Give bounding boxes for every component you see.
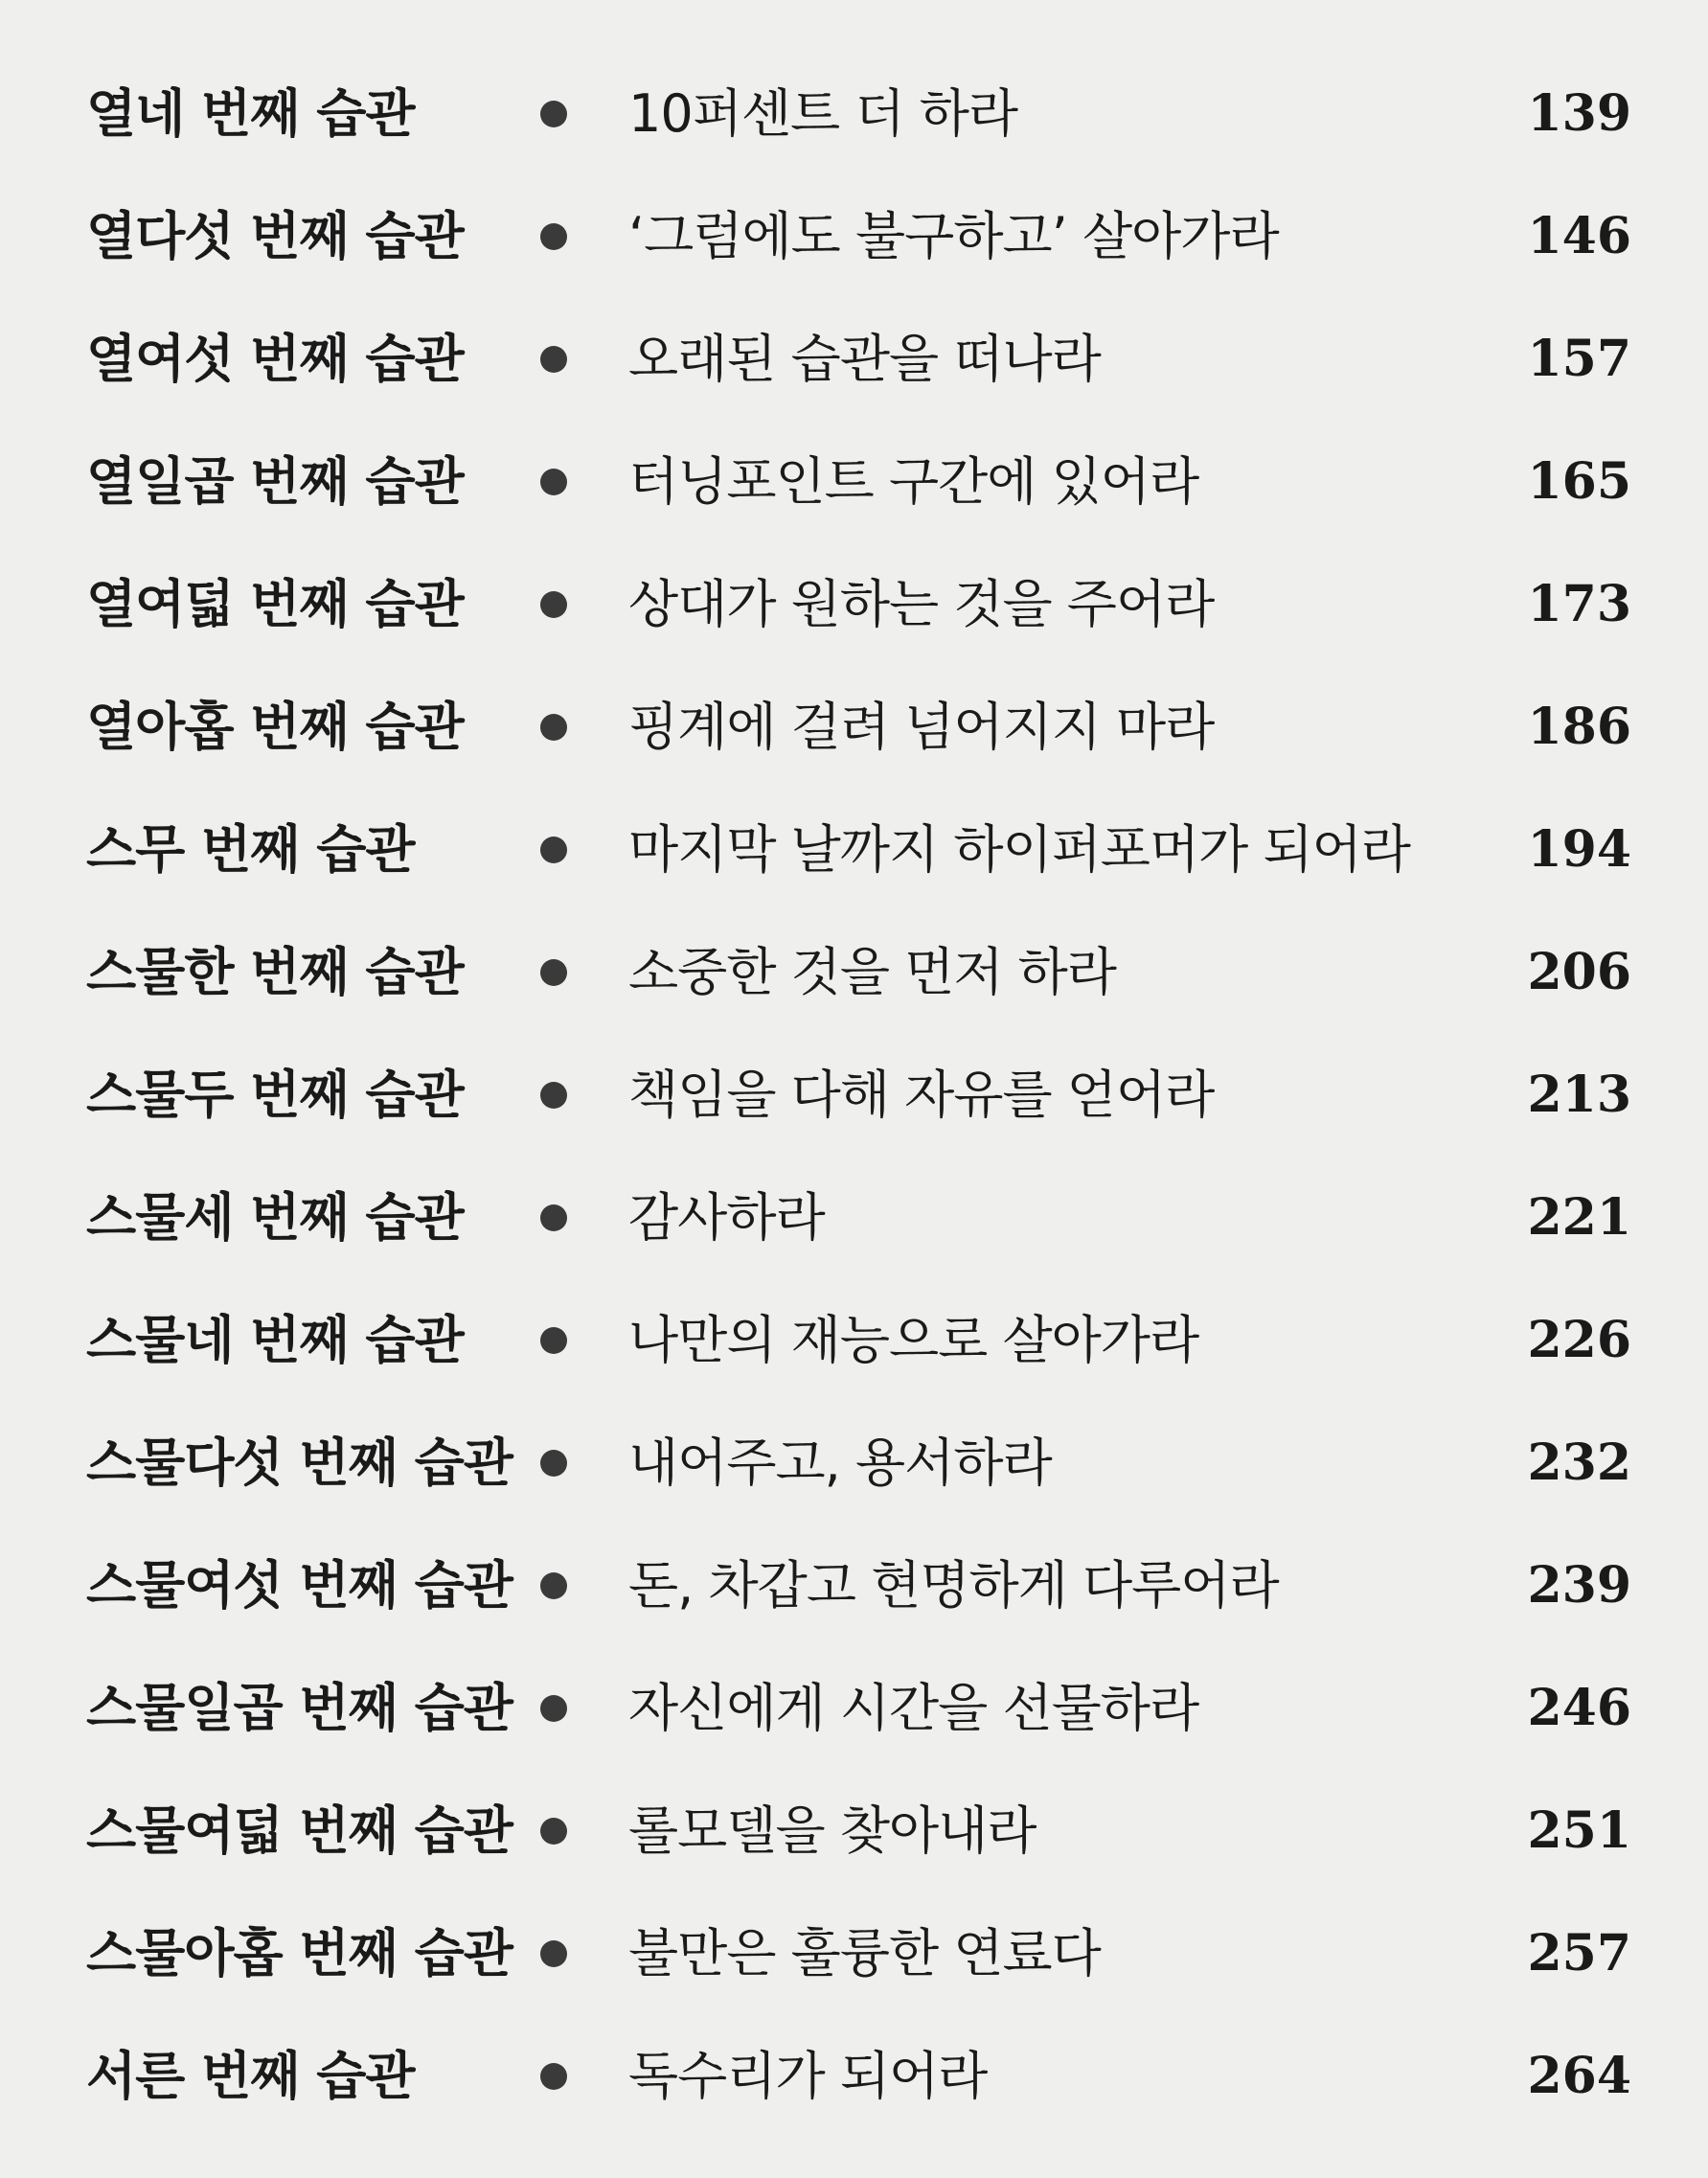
toc-row: [0, 53, 1708, 175]
chapter-label: 서른 번째 습관: [86, 2046, 415, 2106]
chapter-label: 스물두 번째 습관: [86, 1065, 464, 1125]
toc-row: [0, 1279, 1708, 1402]
bullet-icon: [540, 1818, 567, 1845]
chapter-title: 롤모델을 찾아내라: [628, 1800, 1036, 1861]
toc-row: [0, 1892, 1708, 2015]
page-number: 264: [1527, 2047, 1631, 2105]
page-number: 239: [1527, 1556, 1631, 1615]
chapter-title: ‘그럼에도 불구하고’ 살아가라: [628, 206, 1279, 266]
bullet-icon: [540, 1695, 567, 1722]
bullet-icon: [540, 837, 567, 863]
chapter-title: 10퍼센트 더 하라: [628, 83, 1018, 144]
page-number: 165: [1527, 452, 1631, 511]
page-number: 221: [1527, 1188, 1631, 1247]
toc-row: [0, 543, 1708, 666]
bullet-icon: [540, 101, 567, 127]
chapter-title: 자신에게 시간을 선물하라: [628, 1678, 1199, 1738]
chapter-title: 오래된 습관을 떠나라: [628, 329, 1101, 389]
page-number: 173: [1527, 575, 1631, 633]
bullet-icon: [540, 714, 567, 741]
page-number: 157: [1527, 330, 1631, 388]
toc-row: [0, 1034, 1708, 1157]
chapter-title: 나만의 재능으로 살아가라: [628, 1310, 1199, 1370]
bullet-icon: [540, 1082, 567, 1109]
page-number: 246: [1527, 1679, 1631, 1737]
chapter-label: 스물일곱 번째 습관: [86, 1678, 512, 1738]
bullet-icon: [540, 959, 567, 986]
chapter-label: 열네 번째 습관: [86, 83, 415, 144]
bullet-icon: [540, 1327, 567, 1354]
chapter-label: 열여덟 번째 습관: [86, 574, 464, 634]
page-number: 194: [1527, 820, 1631, 879]
chapter-title: 상대가 원하는 것을 주어라: [628, 574, 1215, 634]
toc-row: [0, 298, 1708, 421]
chapter-label: 스물네 번째 습관: [86, 1310, 464, 1370]
chapter-label: 열일곱 번째 습관: [86, 451, 464, 512]
chapter-title: 책임을 다해 자유를 얻어라: [628, 1065, 1215, 1125]
toc-row: [0, 1770, 1708, 1892]
page-number: 251: [1527, 1801, 1631, 1860]
bullet-icon: [540, 1204, 567, 1231]
chapter-label: 열아홉 번째 습관: [86, 697, 464, 757]
toc-row: [0, 175, 1708, 298]
bullet-icon: [540, 1450, 567, 1477]
chapter-label: 스물다섯 번째 습관: [86, 1433, 512, 1493]
chapter-label: 스물세 번째 습관: [86, 1187, 464, 1248]
bullet-icon: [540, 591, 567, 618]
chapter-label: 열다섯 번째 습관: [86, 206, 464, 266]
chapter-title: 독수리가 되어라: [628, 2046, 988, 2106]
toc-row: [0, 1157, 1708, 1279]
toc-row: [0, 2015, 1708, 2138]
bullet-icon: [540, 1940, 567, 1967]
page-number: 206: [1527, 943, 1631, 1001]
chapter-label: 열여섯 번째 습관: [86, 329, 464, 389]
chapter-title: 소중한 것을 먼저 하라: [628, 942, 1116, 1002]
chapter-label: 스물여덟 번째 습관: [86, 1800, 512, 1861]
page-number: 213: [1527, 1066, 1631, 1124]
toc-row: [0, 1647, 1708, 1770]
toc-row: [0, 666, 1708, 789]
chapter-title: 터닝포인트 구간에 있어라: [628, 451, 1199, 512]
chapter-title: 내어주고, 용서하라: [628, 1433, 1052, 1493]
chapter-title: 불만은 훌륭한 연료다: [628, 1923, 1101, 1983]
toc-row: [0, 421, 1708, 543]
page-number: 146: [1527, 207, 1631, 265]
toc-row: [0, 1525, 1708, 1647]
toc-row: [0, 1402, 1708, 1525]
chapter-title: 돈, 차갑고 현명하게 다루어라: [628, 1555, 1279, 1616]
page-number: 232: [1527, 1433, 1631, 1492]
bullet-icon: [540, 1572, 567, 1599]
toc-row: [0, 911, 1708, 1034]
chapter-label: 스물한 번째 습관: [86, 942, 464, 1002]
chapter-title: 마지막 날까지 하이퍼포머가 되어라: [628, 819, 1410, 880]
page-number: 139: [1527, 84, 1631, 143]
chapter-label: 스물아홉 번째 습관: [86, 1923, 512, 1983]
chapter-title: 감사하라: [628, 1187, 825, 1248]
bullet-icon: [540, 223, 567, 250]
page-number: 226: [1527, 1311, 1631, 1369]
chapter-title: 핑계에 걸려 넘어지지 마라: [628, 697, 1215, 757]
chapter-label: 스무 번째 습관: [86, 819, 415, 880]
bullet-icon: [540, 2063, 567, 2090]
page-number: 257: [1527, 1924, 1631, 1983]
page-number: 186: [1527, 698, 1631, 756]
bullet-icon: [540, 469, 567, 495]
bullet-icon: [540, 346, 567, 373]
toc-row: [0, 789, 1708, 911]
chapter-label: 스물여섯 번째 습관: [86, 1555, 512, 1616]
